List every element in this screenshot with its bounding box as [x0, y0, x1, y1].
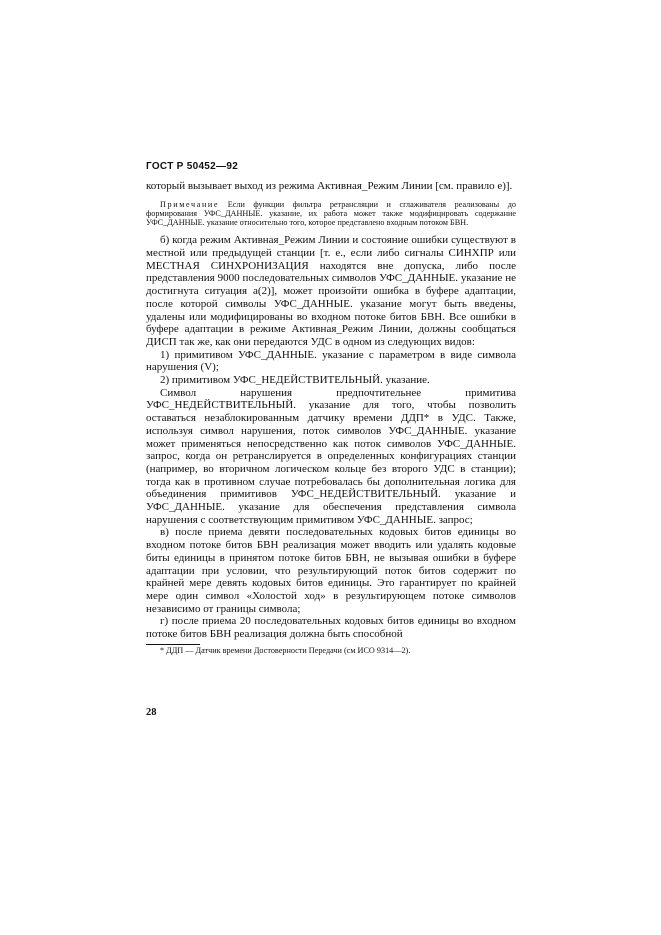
note-paragraph	[146, 200, 516, 228]
paragraph-g: г) после приема 20 последовательных кодовых битов единицы во входном потоке битов БВН реализация должна быть способной	[146, 615, 516, 641]
footnote: * ДДП — Датчик времени Достоверности Передачи (см ИСО 9314—2).	[160, 645, 411, 655]
note-label: Примечание	[160, 199, 220, 209]
document-body	[146, 180, 516, 656]
list-item-1: 1) примитивом УФС_ДАННЫЕ. указание с параметром в виде символа нарушения (V);	[146, 348, 516, 374]
paragraph-continuation: который вызывает выход из режима Активная_Режим Линии [см. правило е)].	[146, 180, 513, 192]
paragraph-symbol: Символ нарушения предпочтительнее примитива УФС_НЕДЕЙСТВИТЕЛЬНЫЙ. указание для того, чтобы позволить оставаться незаблокированным датчику времени ДДП* в УДС. Также, используя символ нарушения, поток символов УФС_ДАННЫЕ. указание может применяться непосредственно как поток символов УФС_ДАННЫЕ. запрос, когда он ретранслируется в определенных конфигурациях станции (например, во вторичном логическом кольце без второго УДС в станции); тогда как в противном случае потребовалась бы дополнительная логика для объединения примитивов УФС_НЕДЕЙСТВИТЕЛЬНЫЙ. указание и УФС_ДАННЫЕ. указание для обеспечения представления символа нарушения с соответствующим примитивом УФС_ДАННЫЕ. запрос;	[146, 386, 516, 526]
list-item-2: 2) примитивом УФС_НЕДЕЙСТВИТЕЛЬНЫЙ. указание.	[160, 374, 430, 387]
document-header: ГОСТ Р 50452—92	[146, 161, 239, 172]
footnote-divider	[146, 644, 200, 645]
paragraph-b: б) когда режим Активная_Режим Линии и состояние ошибки существуют в местной или предыдущей станции [т. е., если либо сигналы СИНХПР или МЕСТНАЯ СИНХРОНИЗАЦИЯ находятся вне допуска, либо после представления 9000 последовательных символов УФС_ДАННЫЕ. указание не достигнута ситуация а(2)], может произойти ошибка в буфере адаптации, после которой символы УФС_ДАННЫЕ. указание могут быть введены, удалены или модифицированы во входном потоке битов БВН. Все ошибки в буфере адаптации в режиме Активная_Режим Линии, должны сообщаться ДИСП так же, как они передаются УДС в одном из следующих видов:	[146, 234, 516, 348]
note-text: Если функции фильтра ретрансляции и сглаживателя реализованы до формирования УФС_ДАННЫЕ. указание, их работа может также модифицировать содержание УФС_ДАННЫЕ. указание относительно того, которое представлено входным потоком БВН.	[146, 199, 517, 228]
page-number: 28	[146, 707, 157, 718]
paragraph-v: в) после приема девяти последовательных кодовых битов единицы во входном потоке битов БВН реализация может вводить или удалять кодовые биты единицы в принятом потоке битов БВН, не вызывая ошибки в буфере адаптации при условии, что результирующий поток битов содержит по крайней мере девять кодовых битов единицы. Это гарантирует по крайней мере один символ «Холостой ход» в результирующем потоке символов независимо от границы символа;	[146, 526, 516, 615]
